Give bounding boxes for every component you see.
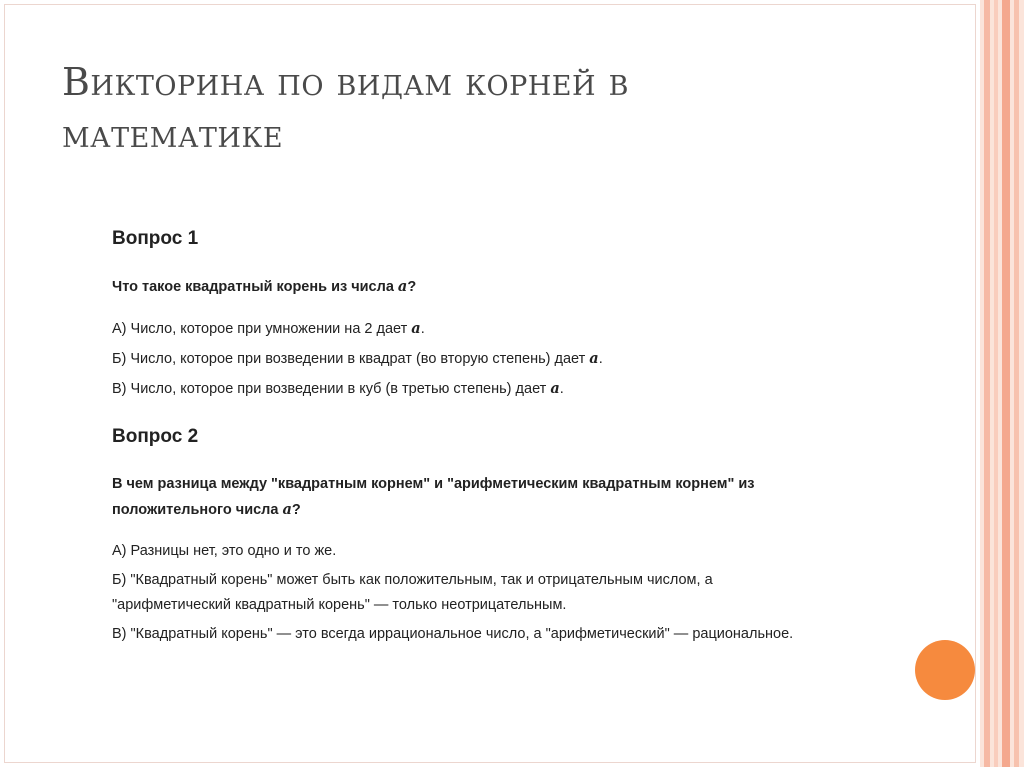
stripe-decoration xyxy=(984,0,990,767)
variable-a: a xyxy=(282,501,292,518)
stripe-decoration xyxy=(994,0,998,767)
question-1-option-b xyxy=(112,346,832,372)
question-2-option-c: В) "Квадратный корень" — это всегда иррациональное число, а "арифметический" — рациональное. xyxy=(112,626,794,642)
question-1-text-before: Что такое квадратный корень из числа xyxy=(112,279,398,295)
slide-title: Викторина по видам корней в математике xyxy=(62,60,629,156)
question-1-heading: Вопрос 1 xyxy=(112,228,199,249)
variable-a: a xyxy=(589,350,599,367)
stripe-decoration xyxy=(1014,0,1019,767)
stripe-decoration xyxy=(1002,0,1010,767)
orange-circle-decoration xyxy=(915,640,975,700)
variable-a: a xyxy=(411,320,421,337)
variable-a: a xyxy=(550,380,560,397)
question-1 xyxy=(112,226,832,402)
question-1-option-a xyxy=(112,316,832,342)
option-text: В) Число, которое при возведении в куб (в третью степень) дает xyxy=(112,381,551,397)
option-text-after: . xyxy=(420,321,425,337)
decorative-stripes xyxy=(980,0,1024,767)
question-2-heading: Вопрос 2 xyxy=(112,426,199,447)
question-1-text-after: ? xyxy=(407,279,417,295)
question-2-option-a: А) Разницы нет, это одно и то же. xyxy=(112,543,337,559)
question-2-text xyxy=(112,472,832,523)
question-1-text xyxy=(112,274,832,300)
option-text: Б) Число, которое при возведении в квадрат (во вторую степень) дает xyxy=(112,351,590,367)
question-2-text-after: ? xyxy=(291,502,301,518)
question-2-option-b: Б) "Квадратный корень" может быть как положительным, так и отрицательным числом, а "арифметический квадратный корень" — только неотрицательным. xyxy=(112,572,713,613)
variable-a: a xyxy=(397,278,408,295)
quiz-content xyxy=(112,226,832,651)
option-text-after: . xyxy=(598,351,603,367)
option-text: А) Число, которое при умножении на 2 дает xyxy=(112,321,412,337)
question-1-option-c xyxy=(112,376,832,402)
question-2-text-before: В чем разница между "квадратным корнем" и "арифметическим квадратным корнем" из положительного числа xyxy=(112,476,755,518)
option-text-after: . xyxy=(559,381,564,397)
question-2 xyxy=(112,424,832,647)
